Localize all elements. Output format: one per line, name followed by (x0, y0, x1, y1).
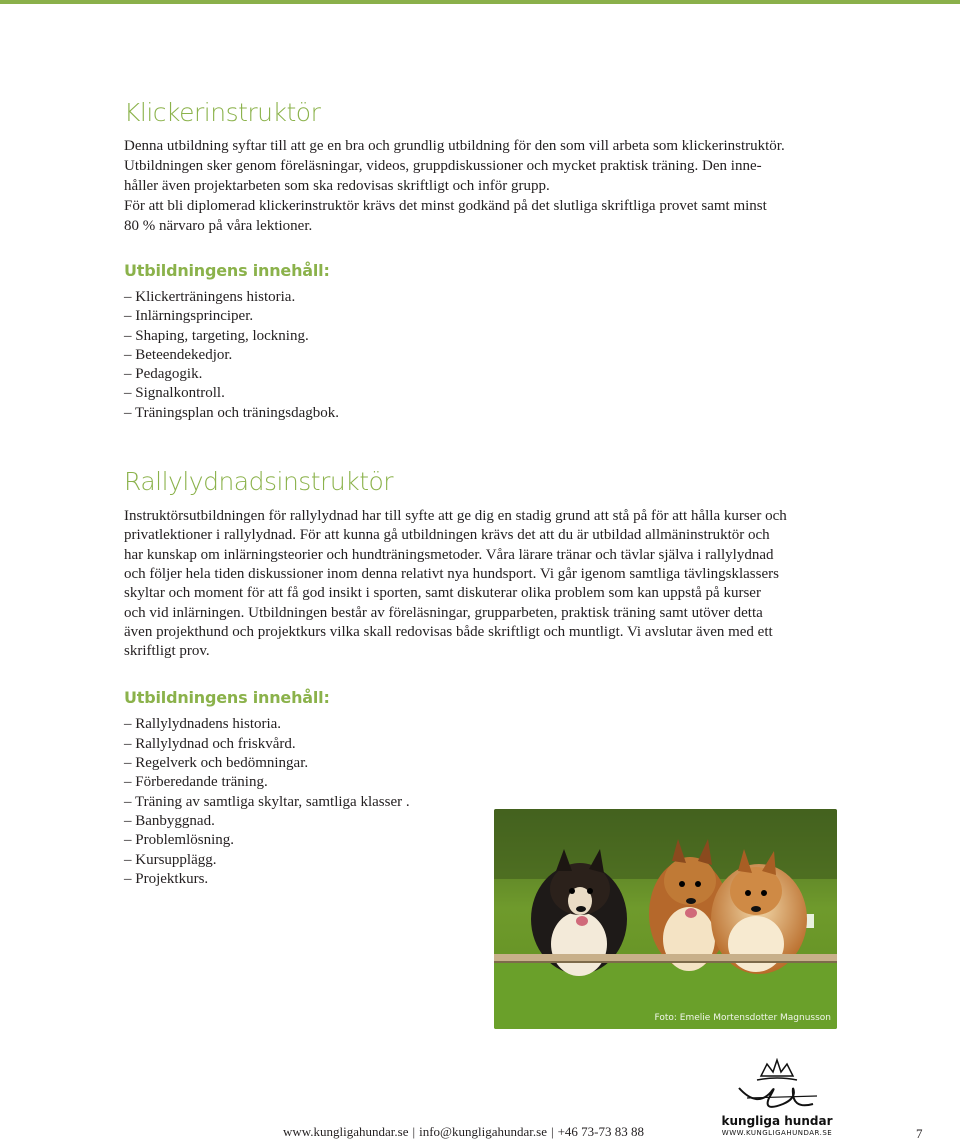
list-item: – Klickerträningens historia. (124, 288, 844, 307)
body-line: Denna utbildning syftar till att ge en bra och grundlig utbildning för den som vill arbeta som klickerinstruktör. (124, 138, 785, 154)
list-item: – Förberedande träning. (124, 773, 844, 792)
list-item: – Signalkontroll. (124, 384, 844, 403)
list-item: – Regelverk och bedömningar. (124, 754, 844, 773)
body-line: och vid inlärningen. Utbildningen består av föreläsningar, grupparbeten, praktisk träning samt utöver detta (124, 604, 763, 621)
list-item: – Pedagogik. (124, 365, 844, 384)
page-number: 7 (916, 1126, 923, 1141)
list-item: – Inlärningsprinciper. (124, 307, 844, 326)
body-line: och följer hela tiden diskussioner inom denna relativt nya hundsport. Vi går igenom samtliga tävlingsklassers (124, 565, 779, 582)
content-subtitle: Utbildningens innehåll: (124, 688, 330, 708)
list-item: – Shaping, targeting, lockning. (124, 327, 844, 346)
body-line: skriftligt prov. (124, 643, 210, 660)
dogs-jumping-photo (494, 809, 837, 1029)
crown-monogram-icon (717, 1058, 837, 1114)
body-line: har kunskap om inlärningsteorier och hundträningsmetoder. Våra lärare tränar och tävlar själva i rallylydnad (124, 546, 774, 563)
list-item: – Träningsplan och träningsdagbok. (124, 404, 844, 423)
list-item: – Beteendekedjor. (124, 346, 844, 365)
list-item: – Problemlösning. (124, 831, 844, 850)
body-line: 80 % närvaro på våra lektioner. (124, 218, 313, 234)
phone-number: +46 73-73 83 88 (557, 1124, 644, 1139)
list-item: – Rallylydnadens historia. (124, 715, 844, 734)
list-item: – Projektkurs. (124, 870, 844, 889)
body-line: Instruktörsutbildningen för rallylydnad har till syfte att ge dig en stadig grund att stå på för att hålla kurser och (124, 508, 787, 525)
body-line: Utbildningen sker genom föreläsningar, videos, gruppdiskussioner och mycket praktisk träning. Den inne- (124, 158, 762, 174)
content-subtitle: Utbildningens innehåll: (124, 261, 330, 280)
footer-contact (0, 1124, 644, 1140)
dogs-illustration (494, 809, 837, 1029)
body-line: skyltar och moment för att få god insikt i sporten, samt diskuterar olika problem som kan uppstå på kurser (124, 585, 761, 602)
section-title-klickerinstruktor: Klickerinstruktör (124, 98, 321, 127)
section-body-rallylydnadsinstruktor (124, 507, 844, 661)
body-line: privatlektioner i rallylydnad. För att kunna gå utbildningen krävs det att du är utbildad allmäninstruktör och (124, 527, 770, 544)
body-line: För att bli diplomerad klickerinstruktör krävs det minst godkänd på det slutliga skriftliga provet samt minst (124, 198, 767, 214)
separator: | (412, 1124, 416, 1139)
logo-url: WWW.KUNGLIGAHUNDAR.SE (721, 1129, 833, 1137)
content-list (124, 288, 844, 423)
logo-name: kungliga hundar (721, 1114, 833, 1128)
list-item: – Kursupplägg. (124, 851, 844, 870)
kungliga-hundar-logo (717, 1058, 837, 1138)
section-body-klickerinstruktor (124, 136, 844, 236)
page-content (124, 96, 844, 889)
list-item: – Träning av samtliga skyltar, samtliga klasser . (124, 793, 844, 812)
website-link[interactable]: www.kungligahundar.se (282, 1124, 409, 1139)
section-title-rallylydnadsinstruktor: Rallylydnadsinstruktör (124, 467, 394, 497)
separator: | (550, 1124, 554, 1139)
photo-credit: Foto: Emelie Mortensdotter Magnusson (654, 1013, 831, 1023)
email-link[interactable]: info@kungligahundar.se (419, 1124, 547, 1139)
body-line: håller även projektarbeten som ska redovisas skriftligt och inför grupp. (124, 178, 550, 194)
top-accent-bar (0, 0, 960, 4)
list-item: – Rallylydnad och friskvård. (124, 735, 844, 754)
body-line: även projekthund och projektkurs vilka skall redovisas både skriftligt och muntligt. Vi avslutar även med ett (124, 623, 773, 640)
list-item: – Banbyggnad. (124, 812, 844, 831)
